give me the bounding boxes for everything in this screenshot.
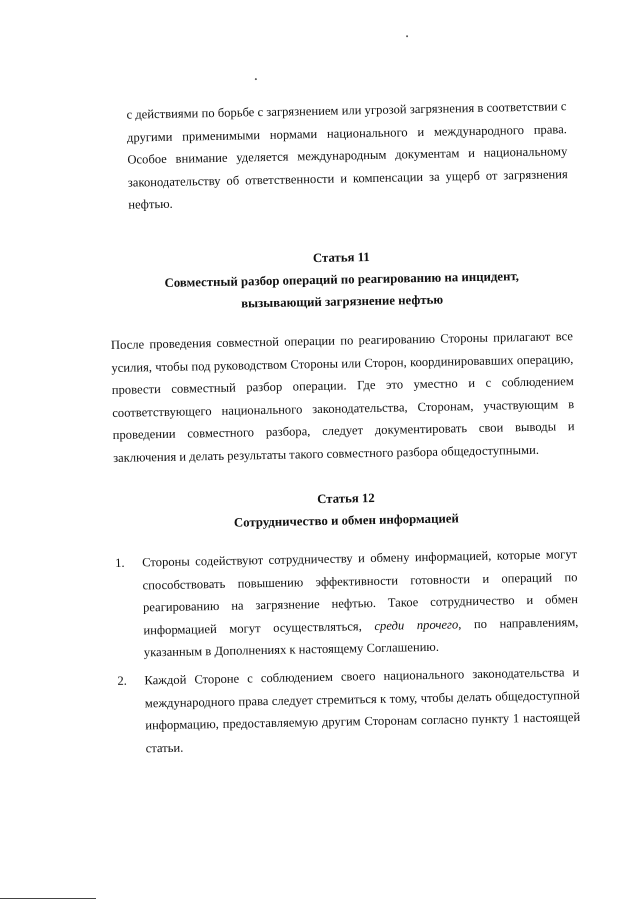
article-12-number: Статья 12: [317, 490, 375, 507]
article-12-title: Сотрудничество и обмен информацией: [233, 511, 459, 530]
scan-speck: [255, 78, 257, 80]
footnote-separator: [0, 898, 96, 899]
item-text: Каждой Стороне с соблюдением своего национального законодательства и международного права следует стремиться к тому, чтобы делать общедоступной информацию, предоставляемую другим Сторонам согласно пункту 1 настоящей статьи.: [144, 665, 581, 755]
article-12-item-1: [115, 543, 579, 664]
article-12-item-2: [117, 661, 581, 760]
article-11-title-line-1: Совместный разбор операций по реагированию на инцидент,: [164, 269, 520, 290]
item-text-part: по направлениям, указанным в Дополнениях к настоящему Соглашению.: [143, 614, 579, 660]
article-11-body: После проведения совместной операции по реагированию Стороны прилагают все усилия, чтобы под руководством Стороны или Сторон, координировавших операцию, провести совместный разбор операции. Где это уместно и с соблюдением соответствующего национального законодательства, Сторонам, участвующим в проведении совместного разбора, следует документировать свои выводы и заключения и делать результаты такого совместного разбора общедоступными.: [110, 329, 575, 465]
item-text-italic: среди прочего,: [374, 616, 462, 633]
item-text-part: Стороны содействуют сотрудничеству и обмену информацией, которые могут способствовать повышению эффективности готовности и операций по реагированию на загрязнение нефтью. Такое сотрудничество и обмен информацией могут осуществляться,: [141, 547, 579, 637]
scan-speck: [406, 35, 408, 37]
continuation-paragraph: с действиями по борьбе с загрязнением или угрозой загрязнения в соответствии с другими применимыми нормами национального и международного права. Особое внимание уделяется международным документам и национальному законодательству об ответственности и компенсации за ущерб от загрязнения нефтью.: [126, 99, 568, 212]
article-11-number: Статья 11: [312, 250, 370, 266]
item-text: [142, 543, 579, 664]
item-number: 2.: [117, 673, 127, 688]
article-11-title-line-2: вызывающий загрязнение нефтью: [241, 292, 444, 311]
item-number: 1.: [114, 555, 125, 570]
